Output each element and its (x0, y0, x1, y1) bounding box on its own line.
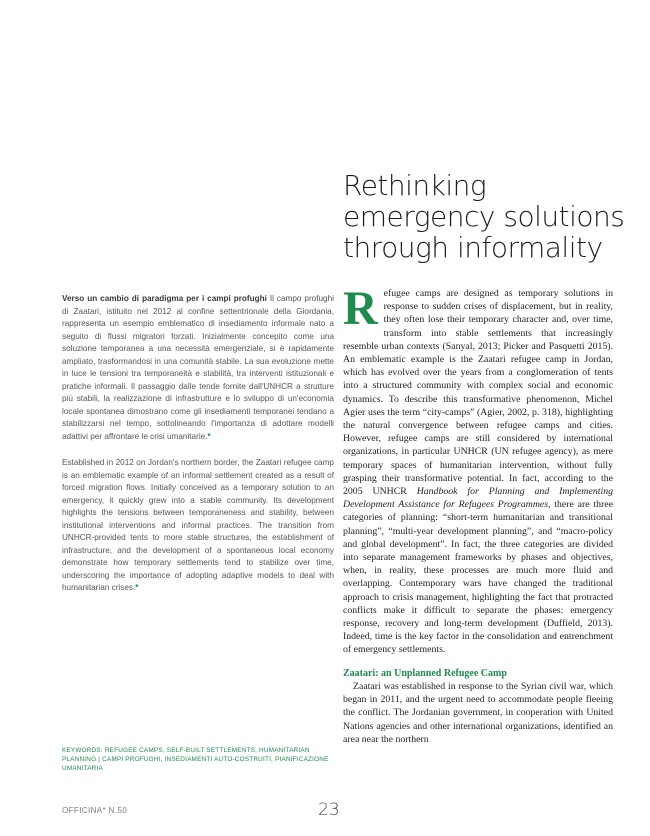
section-heading: Zaatari: an Unplanned Refugee Camp (343, 667, 507, 679)
abstract-english-end-mark: * (135, 583, 139, 592)
abstract-italian-lead: Verso un cambio di paradigma per i campi profughi (62, 294, 267, 303)
article-body (343, 282, 613, 746)
abstract-english (62, 457, 334, 595)
keywords: KEYWORDS: REFUGEE CAMPS, SELF-BUILT SETTLEMENTS, HUMANITARIAN PLANNING | CAMPI PROFUGHI, INSEDIAMENTI AUTO-COSTRUITI, PIANIFICAZIONE UMANITARIA (62, 747, 329, 773)
article-title: Rethinking emergency solutions through informality (343, 169, 625, 264)
body-paragraph-1 (343, 282, 613, 657)
abstract-italian-end-mark: * (207, 431, 211, 441)
body-paragraph-2: Zaatari was established in response to the Syrian civil war, which began in 2011, and the urgent need to accommodate people fleeing the conflict. The Jordanian government, in cooperation with United Nations agencies and other international organizations, identified an area near the northern (343, 680, 613, 745)
body-paragraph-1-text: efugee camps are designed as temporary solutions in response to sudden crises of displacement, but in reality, they often lose their temporary character and, over time, transform into stable settlements that increasingly resemble urban contexts (Sanyal, 2013; Picker and Pasquetti 2015). An emblematic example is the Zaatari refugee camp in Jordan, which has evolved over the years from a conglomeration of tents into a structured community with complex social and economic dynamics. To describe this transformative phenomenon, Michel Agier uses the term “city-camps” (Agier, 2002, p. 318), highlighting the natural convergence between refugee camps and cities. However, refugee camps are still considered by international organizations, in particular UNHCR (UN refugee agency), as mere temporary spaces of humanitarian intervention, without fully grasping their transformative potential. In fact, according to the 2005 UNHCR (343, 288, 613, 498)
page-number: 23 (318, 800, 340, 820)
drop-cap: R (343, 282, 378, 335)
body-paragraph-1-continued: , there are three categories of planning: “short-term humanitarian and transitional planning”, “multi-year development planning”, and “macro-policy and global development”. In fact, the three categories are divided into separate management frameworks by phases and objectives, when, in reality, these processes are much more fluid and overlapping. Contemporary wars have changed the traditional approach to crisis management, highlighting the fact that protracted conflicts make it difficult to separate the phases: emergency response, recovery and long-term development (Duffield, 2013). Indeed, time is the key factor in the consolidation and entrenchment of emergency settlements. (343, 499, 613, 656)
handbook-title: Handbook for Planning and Implementing Development Assistance for Refugees Programmes (343, 486, 613, 511)
journal-name: OFFICINA* N.50 (62, 806, 128, 815)
abstract-english-text: Established in 2012 on Jordan's northern border, the Zaatari refugee camp is an emblematic example of an informal settlement created as a result of forced migration flows. Initially conceived as a temporary solution to an emergency, it quickly grew into a stable community. Its development highlights the tensions between temporaneness and stability, between institutional interventions and informal practices. The transition from UNHCR-provided tents to more stable structures, the establishment of infrastructure, and the development of a spontaneous local economy demonstrate how temporary settlements tend to stabilize over time, underscoring the importance of adopting adaptive models to deal with humanitarian crises. (62, 458, 334, 592)
abstract-italian-text: Il campo profughi di Zaatari, istituito nel 2012 al confine settentrionale della Giordania, rappresenta un esempio emblematico di insediamento informale nato a seguito di flussi migratori forzati. Inizialmente concepito come una soluzione temporanea a una necessità emergenziale, si è rapidamente ampliato, trasformandosi in una comunità stabile. La sua evoluzione mette in luce le tensioni tra temporaneità e stabilità, tra interventi istituzionali e pratiche informali. Il passaggio dalle tende fornite dall'UNHCR a strutture più stabili, la realizzazione di infrastrutture e lo sviluppo di un'economia locale spontanea dimostrano come gli insediamenti temporanei tendano a stabilizzarsi nel tempo, sottolineando l'importanza di adottare modelli adattivi per affrontare le crisi umanitarie. (62, 294, 334, 441)
abstract-italian (62, 293, 334, 443)
abstract-block (62, 293, 334, 595)
